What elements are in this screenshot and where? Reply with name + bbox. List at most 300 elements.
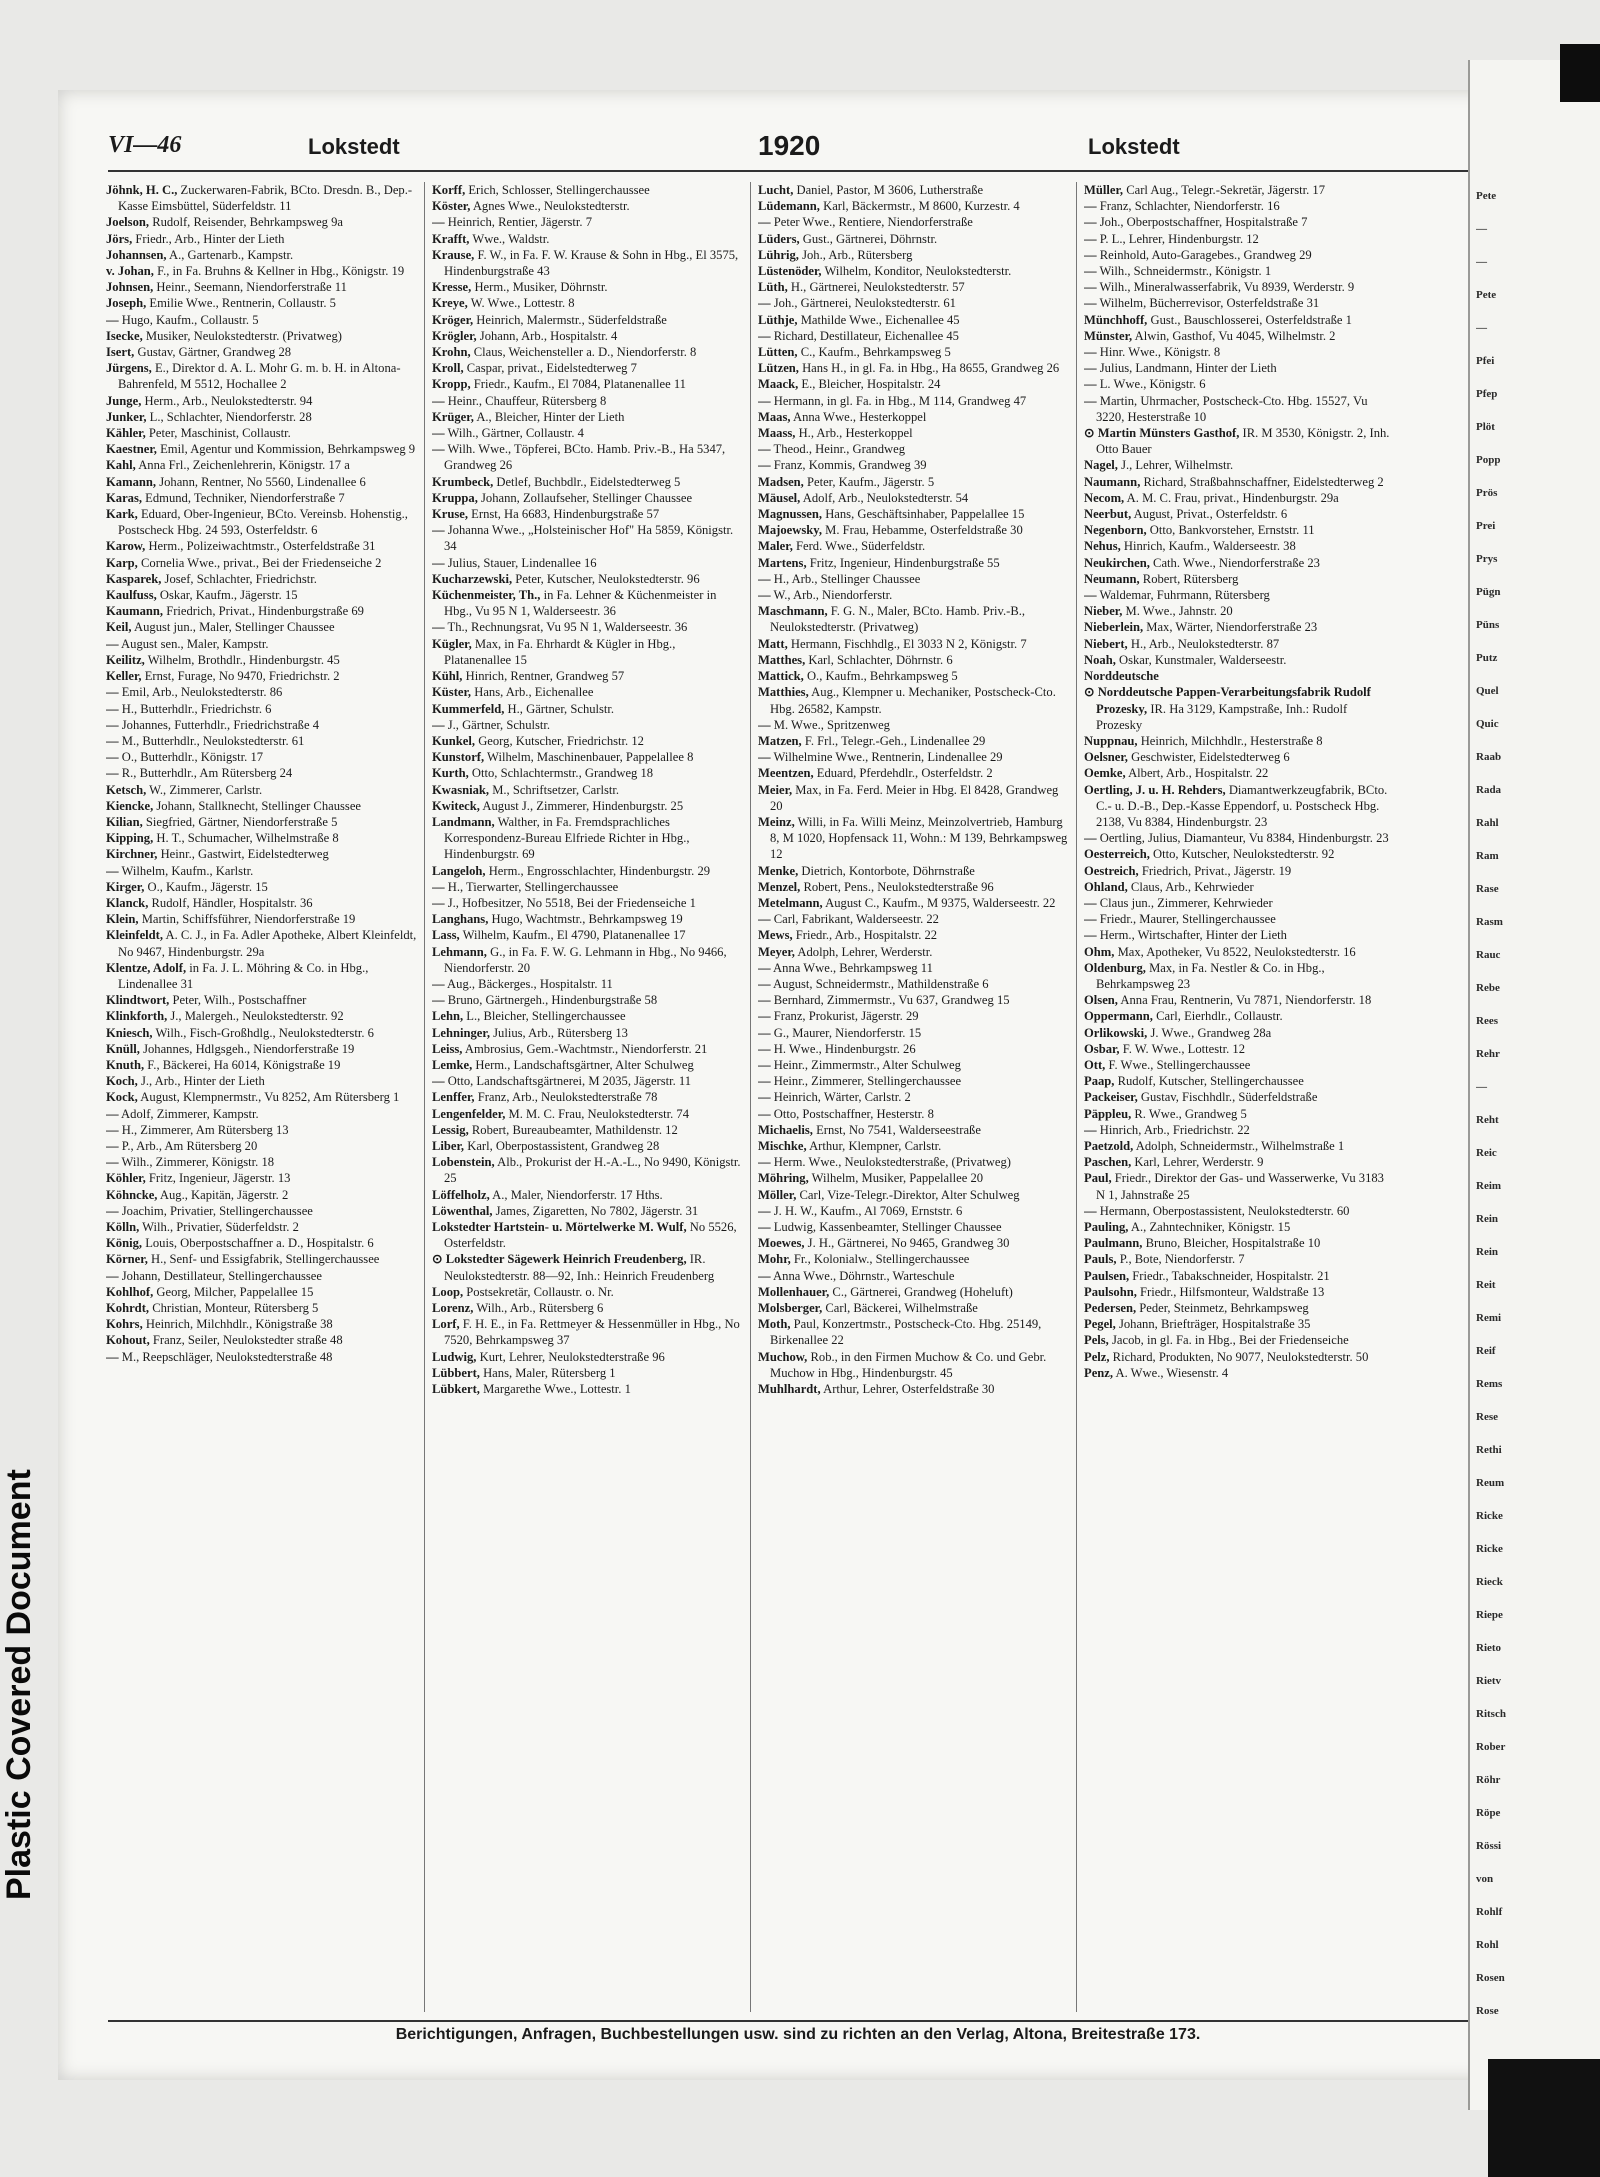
directory-entry	[106, 1154, 418, 1170]
entry-details: Friedr., Tabakschneider, Hospitalstr. 21	[1129, 1268, 1330, 1283]
directory-entry	[106, 1235, 418, 1251]
edge-fragment: Pfei	[1476, 355, 1495, 367]
entry-details: Wilhelm, Bücherrevisor, Osterfeldstraße 31	[1096, 296, 1320, 311]
entry-name: Küchenmeister, Th.,	[432, 588, 541, 603]
entry-name: Paul,	[1084, 1171, 1112, 1186]
directory-entry	[106, 830, 418, 846]
entry-details: R., Butterhdlr., Am Rütersberg 24	[118, 766, 293, 781]
edge-fragment: Pete	[1476, 289, 1497, 301]
entry-name: —	[758, 1041, 771, 1056]
directory-entry	[758, 749, 1070, 765]
header-left-title: Lokstedt	[308, 134, 400, 159]
entry-name: Jörs,	[106, 231, 133, 246]
entry-details: W. Wwe., Lottestr. 8	[467, 296, 575, 311]
edge-fragment: Röhr	[1476, 1774, 1501, 1786]
directory-entry	[758, 376, 1070, 392]
entry-name: Orlikowski,	[1084, 1025, 1148, 1040]
entry-details: L. Wwe., Königstr. 6	[1096, 377, 1206, 392]
entry-name: Kirger,	[106, 879, 145, 894]
entry-name: Paulmann,	[1084, 1236, 1143, 1251]
entry-details: Willi, in Fa. Willi Meinz, Meinzolvertrieb, Hamburg 8, M 1020, Hopfensack 11, Wohn.: M 139, Behrkampsweg 12	[770, 814, 1068, 862]
entry-details: Wilh., Mineralwasserfabrik, Vu 8939, Werderstr. 9	[1096, 280, 1355, 295]
entry-details: Martin, Schiffsführer, Niendorferstraße 19	[138, 912, 356, 927]
entry-name: Lührig,	[758, 247, 799, 262]
directory-entry	[758, 603, 1070, 635]
entry-details: James, Zigaretten, No 7802, Jägerstr. 31	[492, 1203, 699, 1218]
entry-details: F. H. E., in Fa. Rettmeyer & Hessenmüller in Hbg., No 7520, Behrkampsweg 37	[444, 1317, 740, 1348]
entry-name: Penz,	[1084, 1365, 1114, 1380]
directory-entry	[1084, 895, 1396, 911]
entry-details: M. M. C. Frau, Neulokstedterstr. 74	[505, 1106, 689, 1121]
entry-name: Lehmann,	[432, 944, 487, 959]
directory-entry	[432, 765, 744, 781]
entry-name: Lehninger,	[432, 1025, 490, 1040]
entry-details: M. Frau, Hebamme, Osterfeldstraße 30	[822, 523, 1023, 538]
entry-details: Otto, Schlachtermstr., Grandweg 18	[468, 766, 654, 781]
entry-details: Peter, Kaufm., Jägerstr. 5	[803, 474, 935, 489]
entry-details: Franz, Arb., Neulokstedterstraße 78	[474, 1090, 658, 1105]
entry-details: Herm., Landschaftsgärtner, Alter Schulweg	[472, 1057, 694, 1072]
entry-details: Arthur, Klempner, Carlstr.	[806, 1138, 942, 1153]
entry-details: Johann, Rentner, No 5560, Lindenallee 6	[156, 474, 366, 489]
directory-entry	[758, 490, 1070, 506]
directory-entry	[758, 555, 1070, 571]
directory-entry	[1084, 1365, 1396, 1381]
directory-entry	[758, 1349, 1070, 1381]
directory-entry	[758, 571, 1070, 587]
directory-entry	[106, 863, 418, 879]
entry-name: —	[758, 1106, 771, 1121]
directory-entry	[758, 474, 1070, 490]
directory-entry	[758, 782, 1070, 814]
directory-entry	[432, 490, 744, 506]
entry-name: Kohout,	[106, 1333, 150, 1348]
entry-name: Köhncke,	[106, 1187, 158, 1202]
entry-details: Robert, Bureaubeamter, Mathildenstr. 12	[468, 1122, 678, 1137]
directory-entry	[1084, 457, 1396, 473]
directory-entry	[1084, 474, 1396, 490]
entry-details: Julius, Stauer, Lindenallee 16	[444, 555, 597, 570]
entry-details: Adolf, Arb., Neulokstedterstr. 54	[800, 490, 969, 505]
column-divider	[750, 182, 751, 2012]
entry-name: Meinz,	[758, 814, 795, 829]
entry-name: Naumann,	[1084, 474, 1141, 489]
entry-name: Norddeutsche	[1084, 669, 1159, 684]
directory-entry	[758, 328, 1070, 344]
edge-fragment: Ricke	[1476, 1543, 1503, 1555]
edge-fragment: Rietv	[1476, 1675, 1502, 1687]
entry-details: Edmund, Techniker, Niendorferstraße 7	[142, 490, 345, 505]
entry-name: —	[758, 296, 771, 311]
directory-entry	[432, 619, 744, 635]
directory-entry	[758, 1219, 1070, 1235]
edge-fragment: —	[1476, 256, 1487, 268]
directory-entry	[758, 1138, 1070, 1154]
entry-name: Olsen,	[1084, 993, 1118, 1008]
directory-entry	[758, 1008, 1070, 1024]
entry-name: Ohland,	[1084, 879, 1128, 894]
entry-details: J. Wwe., Grandweg 28a	[1147, 1025, 1272, 1040]
entry-name: Kirchner,	[106, 847, 158, 862]
entry-details: IR. M 3530, Königstr. 2, Inh. Otto Bauer	[1096, 426, 1390, 457]
directory-entry	[432, 1154, 744, 1186]
directory-entry	[1084, 1154, 1396, 1170]
entry-details: Oertling, Julius, Diamanteur, Vu 8384, Hindenburgstr. 23	[1096, 831, 1389, 846]
edge-fragment: Rahl	[1476, 817, 1499, 829]
entry-name: —	[758, 328, 771, 343]
directory-entry	[432, 1300, 744, 1316]
entry-name: Liber,	[432, 1138, 465, 1153]
directory-entry	[106, 474, 418, 490]
edge-fragment: Reif	[1476, 1345, 1496, 1357]
entry-details: Rudolf, Kutscher, Stellingerchaussee	[1114, 1074, 1304, 1089]
entry-name: —	[1084, 264, 1097, 279]
directory-entry	[432, 555, 744, 571]
entry-name: Kropp,	[432, 377, 471, 392]
directory-entry	[758, 976, 1070, 992]
entry-details: Hermann, in gl. Fa. in Hbg., M 114, Grandweg 47	[770, 393, 1027, 408]
entry-name: Karow,	[106, 539, 146, 554]
entry-name: Kiencke,	[106, 798, 154, 813]
edge-fragment: Rohlf	[1476, 1906, 1503, 1918]
entry-details: Richard, Produkten, No 9077, Neulokstedterstr. 50	[1109, 1349, 1369, 1364]
entry-details: Otto, Landschaftsgärtnerei, M 2035, Jägerstr. 11	[444, 1074, 692, 1089]
entry-details: H., Butterhdlr., Friedrichstr. 6	[118, 701, 272, 716]
directory-entry	[1084, 1138, 1396, 1154]
entry-name: Necom,	[1084, 490, 1125, 505]
edge-fragment: Ricke	[1476, 1510, 1503, 1522]
entry-details: Robert, Pens., Neulokstedterstraße 96	[800, 879, 994, 894]
directory-entry	[106, 1138, 418, 1154]
entry-name: Pauls,	[1084, 1252, 1117, 1267]
edge-fragment: Prys	[1476, 553, 1498, 565]
entry-name: Pegel,	[1084, 1317, 1116, 1332]
entry-name: —	[758, 1025, 771, 1040]
entry-name: Klanck,	[106, 895, 149, 910]
entry-details: Arthur, Lehrer, Osterfeldstraße 30	[820, 1382, 995, 1397]
entry-details: Claus, Arb., Kehrwieder	[1127, 879, 1254, 894]
directory-column-3	[758, 182, 1070, 2012]
entry-details: Hinrich, Kaufm., Walderseestr. 38	[1120, 539, 1296, 554]
directory-entry	[1084, 1089, 1396, 1105]
entry-name: Paulsen,	[1084, 1268, 1130, 1283]
entry-details: H., Gärtnerei, Neulokstedterstr. 57	[787, 280, 965, 295]
directory-entry	[106, 717, 418, 733]
entry-details: Heinrich, Milchhdlr., Hesterstraße 8	[1137, 733, 1323, 748]
column-divider	[1076, 182, 1077, 2012]
entry-name: Michaelis,	[758, 1122, 813, 1137]
directory-entry	[1084, 636, 1396, 652]
entry-name: Lobenstein,	[432, 1155, 495, 1170]
entry-details: Anna Frl., Zeichenlehrerin, Königstr. 17 a	[135, 458, 350, 473]
entry-name: Kock,	[106, 1090, 138, 1105]
edge-fragment: Rieck	[1476, 1576, 1503, 1588]
entry-name: —	[432, 393, 445, 408]
directory-entry	[106, 587, 418, 603]
directory-entry	[106, 1041, 418, 1057]
directory-entry	[1084, 863, 1396, 879]
directory-entry	[106, 1219, 418, 1235]
directory-entry	[106, 263, 418, 279]
directory-entry	[432, 992, 744, 1008]
entry-details: August sen., Maler, Kampstr.	[118, 636, 269, 651]
entry-details: Wilhelm, Kaufm., El 4790, Platanenallee 17	[459, 928, 686, 943]
entry-details: Wilh., Fisch-Großhdlg., Neulokstedterstr. 6	[152, 1025, 374, 1040]
edge-fragment: —	[1476, 223, 1487, 235]
edge-fragment: Rems	[1476, 1378, 1503, 1390]
entry-details: Hinr. Wwe., Königstr. 8	[1096, 345, 1221, 360]
entry-details: Johann, Zollaufseher, Stellinger Chaussee	[477, 490, 693, 505]
directory-entry	[758, 1316, 1070, 1348]
directory-entry	[106, 393, 418, 409]
directory-entry	[758, 895, 1070, 911]
directory-entry	[432, 944, 744, 976]
entry-name: Münster,	[1084, 328, 1133, 343]
entry-details: Eduard, Ober-Ingenieur, BCto. Vereinsb. Hohenstig., Postscheck Hbg. 24 593, Osterfeldstr. 6	[118, 507, 408, 538]
directory-entry	[432, 198, 744, 214]
entry-details: Franz, Kommis, Grandweg 39	[770, 458, 927, 473]
directory-entry	[432, 636, 744, 668]
entry-details: M., Reepschläger, Neulokstedterstraße 48	[118, 1349, 333, 1364]
edge-fragment: Prös	[1476, 487, 1498, 499]
entry-details: G., Maurer, Niendorferstr. 15	[770, 1025, 922, 1040]
directory-entry	[432, 506, 744, 522]
entry-details: Gustav, Gärtner, Grandweg 28	[134, 345, 292, 360]
entry-name: —	[1084, 588, 1097, 603]
directory-entry	[1084, 214, 1396, 230]
entry-name: Kummerfeld,	[432, 701, 505, 716]
entry-details: J., Arb., Hinter der Lieth	[137, 1074, 265, 1089]
entry-details: Julius, Arb., Rütersberg 13	[489, 1025, 628, 1040]
directory-entry	[1084, 393, 1396, 425]
entry-name: v. Johan,	[106, 264, 154, 279]
edge-fragment: Rehr	[1476, 1048, 1500, 1060]
entry-name: —	[106, 766, 119, 781]
directory-entry	[1084, 1284, 1396, 1300]
directory-entry	[106, 214, 418, 230]
entry-details: Wilh. Wwe., Töpferei, BCto. Hamb. Priv.-B., Ha 5347, Grandweg 26	[444, 442, 726, 473]
entry-details: August, Schneidermstr., Mathildenstraße 6	[770, 976, 989, 991]
plastic-cover-label: Plastic Covered Document	[0, 1469, 38, 1900]
entry-name: —	[758, 1074, 771, 1089]
entry-name: Jöhnk, H. C.,	[106, 183, 178, 197]
entry-name: Meier,	[758, 782, 793, 797]
entry-name: —	[106, 1203, 119, 1218]
directory-entry	[432, 1349, 744, 1365]
entry-details: Zuckerwaren-Fabrik, BCto. Dresdn. B., Dep.-Kasse Eimsbüttel, Süderfeldstr. 11	[118, 183, 413, 214]
directory-entry	[106, 1073, 418, 1089]
entry-details: Hugo, Wachtmstr., Behrkampsweg 19	[488, 912, 683, 927]
entry-details: L., Schlachter, Niendorferstr. 28	[146, 409, 312, 424]
directory-entry	[758, 231, 1070, 247]
directory-entry	[106, 1057, 418, 1073]
entry-details: M. Wwe., Jahnstr. 20	[1122, 604, 1233, 619]
directory-entry	[758, 214, 1070, 230]
entry-details: Johannes, Futterhdlr., Friedrichstraße 4	[118, 717, 320, 732]
entry-details: Johanna Wwe., „Holsteinischer Hof" Ha 5859, Königstr. 34	[444, 523, 734, 554]
entry-details: H., Senf- und Essigfabrik, Stellingerchaussee	[147, 1252, 380, 1267]
directory-entry	[432, 328, 744, 344]
directory-entry	[106, 1316, 418, 1332]
entry-name: Kohlhof,	[106, 1284, 154, 1299]
entry-name: Keller,	[106, 669, 142, 684]
entry-details: Heinr., Zimmermstr., Alter Schulweg	[770, 1057, 961, 1072]
directory-entry	[1084, 1025, 1396, 1041]
entry-name: Neumann,	[1084, 571, 1140, 586]
entry-details: A. Wwe., Wiesenstr. 4	[1113, 1365, 1229, 1380]
edge-fragment: Popp	[1476, 454, 1501, 466]
entry-name: Metelmann,	[758, 895, 823, 910]
entry-name: —	[758, 912, 771, 927]
entry-name: Pelz,	[1084, 1349, 1110, 1364]
edge-fragment: Rauc	[1476, 949, 1501, 961]
entry-name: Keil,	[106, 620, 132, 635]
edge-fragment: Putz	[1476, 652, 1498, 664]
entry-name: —	[758, 393, 771, 408]
entry-details: Siegfried, Gärtner, Niendorferstraße 5	[142, 814, 338, 829]
entry-name: Lenffer,	[432, 1090, 475, 1105]
entry-name: Möhring,	[758, 1171, 809, 1186]
directory-entry	[1084, 247, 1396, 263]
entry-details: Otto, Kutscher, Neulokstedterstr. 92	[1149, 847, 1335, 862]
directory-entry	[106, 733, 418, 749]
directory-entry	[1084, 1073, 1396, 1089]
entry-name: Kucharzewski,	[432, 571, 513, 586]
entry-name: Kügler,	[432, 636, 472, 651]
edge-fragment: Rössi	[1476, 1840, 1502, 1852]
entry-details: J., Hofbesitzer, No 5518, Bei der Friedenseiche 1	[444, 895, 696, 910]
directory-entry	[432, 295, 744, 311]
entry-name: —	[758, 215, 771, 230]
entry-details: Walther, in Fa. Fremdsprachliches Korrespondenz-Bureau Elfriede Richter in Hbg., Hindenburgstr. 69	[444, 814, 690, 862]
directory-entry	[758, 1300, 1070, 1316]
entry-details: G., in Fa. F. W. G. Lehmann in Hbg., No 9466, Niendorferstr. 20	[444, 944, 727, 975]
entry-name: Köster,	[432, 199, 471, 214]
entry-name: Klein,	[106, 912, 139, 927]
entry-name: ⊙ Lokstedter Sägewerk Heinrich Freudenberg,	[432, 1252, 687, 1267]
directory-entry	[432, 814, 744, 863]
directory-entry	[758, 1235, 1070, 1251]
directory-entry	[758, 1057, 1070, 1073]
entry-name: —	[758, 1220, 771, 1234]
entry-details: Ludwig, Kassenbeamter, Stellinger Chaussee	[770, 1220, 1002, 1234]
entry-name: —	[758, 1057, 771, 1072]
entry-name: Krause,	[432, 247, 475, 262]
directory-entry	[1084, 619, 1396, 635]
directory-entry	[758, 927, 1070, 943]
directory-entry	[106, 344, 418, 360]
entry-name: Moewes,	[758, 1236, 805, 1251]
entry-details: Diamantwerkzeugfabrik, BCto. C.- u. D.-B., Dep.-Kasse Eppendorf, u. Postscheck Hbg. 2138, Vu 8384, Hindenburgstr. 23	[1096, 782, 1388, 829]
directory-entry	[758, 1284, 1070, 1300]
entry-name: Junge,	[106, 393, 142, 408]
entry-name: —	[106, 1155, 119, 1170]
entry-details: P., Arb., Am Rütersberg 20	[118, 1138, 258, 1153]
entry-details: H. T., Schumacher, Wilhelmstraße 8	[153, 831, 339, 846]
directory-entry	[1084, 376, 1396, 392]
entry-details: Max, Apotheker, Vu 8522, Neulokstedterstr. 16	[1114, 944, 1356, 959]
entry-name: Keilitz,	[106, 652, 145, 667]
entry-name: Maas,	[758, 409, 791, 424]
directory-entry	[106, 555, 418, 571]
directory-entry	[758, 911, 1070, 927]
entry-name: —	[1084, 912, 1097, 927]
entry-details: Reinhold, Auto-Garagebes., Grandweg 29	[1096, 247, 1312, 262]
directory-entry	[758, 1073, 1070, 1089]
directory-entry	[1084, 425, 1396, 457]
entry-name: —	[106, 1268, 119, 1283]
directory-entry	[1084, 1235, 1396, 1251]
directory-entry	[432, 409, 744, 425]
directory-entry	[1084, 490, 1396, 506]
entry-name: —	[1084, 199, 1097, 214]
entry-details: Dietrich, Kontorbote, Döhrnstraße	[798, 863, 975, 878]
entry-details: Johannes, Hdlgsgeh., Niendorferstraße 19	[139, 1041, 355, 1056]
directory-entry	[106, 1025, 418, 1041]
entry-details: J., Malergeh., Neulokstedterstr. 92	[167, 1009, 344, 1024]
directory-entry	[758, 587, 1070, 603]
entry-name: Körner,	[106, 1252, 148, 1267]
directory-entry	[432, 668, 744, 684]
entry-name: —	[432, 426, 445, 441]
entry-details: Heinr., Chauffeur, Rütersberg 8	[444, 393, 607, 408]
edge-fragment: Pfep	[1476, 388, 1498, 400]
entry-details: Fr., Kolonialw., Stellingerchaussee	[790, 1252, 970, 1267]
edge-fragment: Quic	[1476, 718, 1499, 730]
entry-details: Cornelia Wwe., privat., Bei der Friedenseiche 2	[137, 555, 382, 570]
document-page	[58, 90, 1490, 2080]
entry-details: Jacob, in gl. Fa. in Hbg., Bei der Friedenseiche	[1108, 1333, 1349, 1348]
entry-name: Martens,	[758, 555, 807, 570]
entry-name: Lucht,	[758, 183, 794, 197]
entry-name: Lemke,	[432, 1057, 473, 1072]
entry-name: —	[758, 976, 771, 991]
directory-entry	[758, 263, 1070, 279]
directory-entry	[758, 522, 1070, 538]
directory-entry	[758, 863, 1070, 879]
directory-entry	[1084, 571, 1396, 587]
entry-name: ⊙ Norddeutsche Pappen-Verarbeitungsfabrik Rudolf Prozesky,	[1084, 685, 1371, 716]
directory-entry	[106, 425, 418, 441]
entry-details: Bruno, Gärtnergeh., Hindenburgstraße 58	[444, 993, 658, 1008]
entry-name: Löwenthal,	[432, 1203, 493, 1218]
entry-name: —	[106, 685, 119, 700]
entry-name: —	[1084, 1122, 1097, 1137]
directory-entry	[1084, 506, 1396, 522]
entry-details: Georg, Kutscher, Friedrichstr. 12	[475, 733, 644, 748]
directory-entry	[106, 765, 418, 781]
entry-name: Lübbert,	[432, 1365, 480, 1380]
entry-name: Knuth,	[106, 1057, 145, 1072]
entry-details: Wilhelm, Kaufm., Karlstr.	[118, 863, 254, 878]
entry-name: Langhans,	[432, 912, 489, 927]
entry-details: Carl, Vize-Telegr.-Direktor, Alter Schulweg	[796, 1187, 1020, 1202]
entry-name: Korff,	[432, 183, 466, 197]
directory-entry	[432, 344, 744, 360]
directory-entry	[106, 1284, 418, 1300]
directory-entry	[106, 911, 418, 927]
entry-details: J. H., Gärtnerei, No 9465, Grandweg 30	[804, 1236, 1010, 1251]
entry-details: J., Lehrer, Wilhelmstr.	[1117, 458, 1234, 473]
entry-details: Wilhelm, Maschinenbauer, Pappelallee 8	[484, 750, 694, 765]
directory-entry	[758, 441, 1070, 457]
edge-fragment: Reht	[1476, 1114, 1499, 1126]
entry-details: Postsekretär, Collaustr. o. Nr.	[463, 1284, 614, 1299]
directory-entry	[758, 295, 1070, 311]
entry-details: Peder, Steinmetz, Behrkampsweg	[1136, 1301, 1309, 1316]
column-divider	[424, 182, 425, 2012]
entry-details: Rudolf, Händler, Hospitalstr. 36	[148, 895, 313, 910]
